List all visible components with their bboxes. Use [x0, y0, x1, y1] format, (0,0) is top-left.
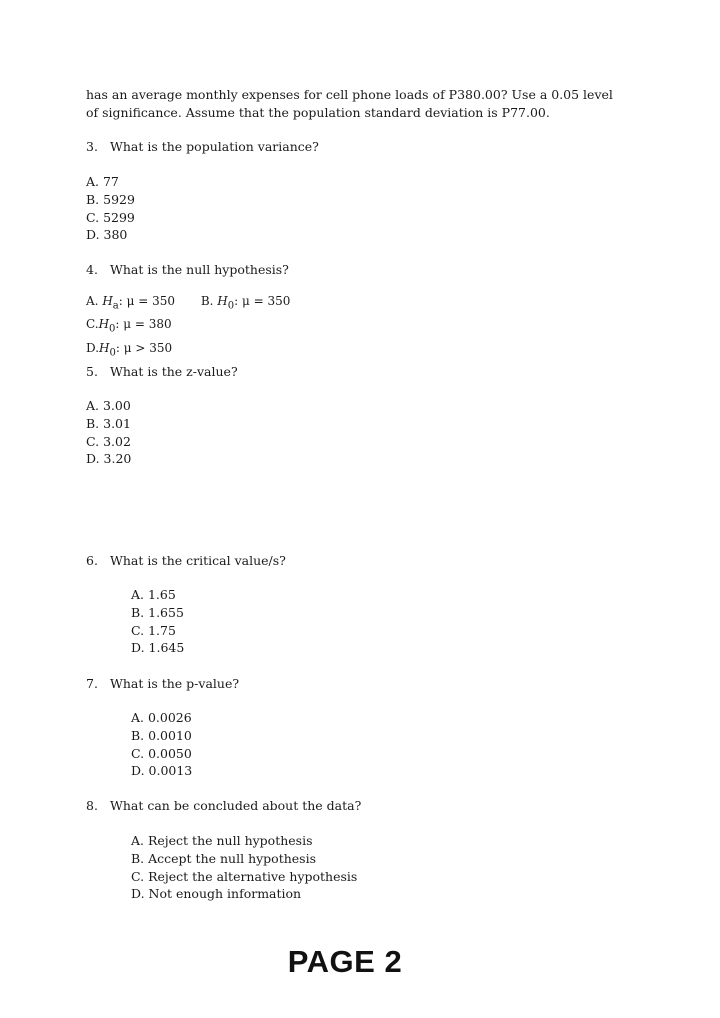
- choice-b: B. Accept the null hypothesis: [131, 850, 317, 866]
- question-number: 4.: [86, 262, 98, 277]
- problem-line-2: of significance. Assume that the population standard deviation is P77.00.: [86, 105, 550, 120]
- choice-d: D. Not enough information: [131, 886, 302, 902]
- question-6: [86, 552, 286, 569]
- question-text: What is the critical value/s?: [110, 553, 286, 568]
- choice-a: A. 77: [86, 174, 119, 189]
- choice-b: B. 0.0010: [131, 727, 192, 743]
- choices-3: [86, 173, 135, 244]
- choice-c: $C.H_0$: μ = 380: [86, 317, 172, 335]
- question-7: [86, 675, 239, 692]
- question-number: 7.: [86, 676, 98, 691]
- choice-a: A. 3.00: [86, 398, 131, 413]
- choice-d: $D.H_0$: μ > 350: [86, 340, 173, 359]
- choice-c: C. 3.02: [86, 433, 131, 449]
- question-4: [86, 261, 289, 278]
- page-number-label: PAGE 2: [287, 944, 403, 979]
- choice-b: B. 3.01: [86, 415, 131, 431]
- question-text: What can be concluded about the data?: [110, 798, 362, 813]
- choices-4: [86, 292, 290, 362]
- question-number: 8.: [86, 798, 98, 813]
- choice-b: B. 5929: [86, 191, 135, 207]
- question-text: What is the p-value?: [110, 676, 240, 691]
- choice-c: C. 1.75: [131, 622, 176, 638]
- question-3: [86, 138, 319, 155]
- choices-8: [131, 832, 357, 903]
- choice-row-ab: [86, 292, 290, 315]
- choice-b: B. $H_0$: μ = 350: [200, 294, 291, 312]
- problem-statement: [86, 86, 646, 122]
- choice-d: D. 3.20: [86, 451, 132, 467]
- choice-d: D. 1.645: [131, 640, 185, 656]
- choices-6: [131, 586, 184, 657]
- choice-c: C. 0.0050: [131, 745, 192, 761]
- choice-a: A. Reject the null hypothesis: [131, 833, 313, 848]
- question-text: What is the null hypothesis?: [110, 262, 289, 277]
- question-text: What is the population variance?: [110, 139, 319, 154]
- question-number: 5.: [86, 364, 98, 379]
- question-text: What is the z-value?: [110, 364, 238, 379]
- question-8: [86, 797, 361, 814]
- choice-a: A. $H_a$: μ = 350: [86, 294, 175, 312]
- question-number: 6.: [86, 553, 98, 568]
- question-number: 3.: [86, 139, 98, 154]
- choice-b: B. 1.655: [131, 604, 184, 620]
- choices-7: [131, 709, 192, 780]
- choice-d: D. 380: [86, 227, 128, 243]
- choice-a: A. 1.65: [131, 587, 176, 602]
- choice-c: C. Reject the alternative hypothesis: [131, 868, 358, 884]
- choice-a: A. 0.0026: [131, 710, 192, 725]
- problem-line-1: has an average monthly expenses for cell phone loads of P380.00? Use a 0.05 level: [86, 87, 613, 102]
- choice-d: D. 0.0013: [131, 763, 193, 779]
- question-5: [86, 363, 238, 380]
- choices-5: [86, 397, 131, 468]
- choice-c: C. 5299: [86, 209, 135, 225]
